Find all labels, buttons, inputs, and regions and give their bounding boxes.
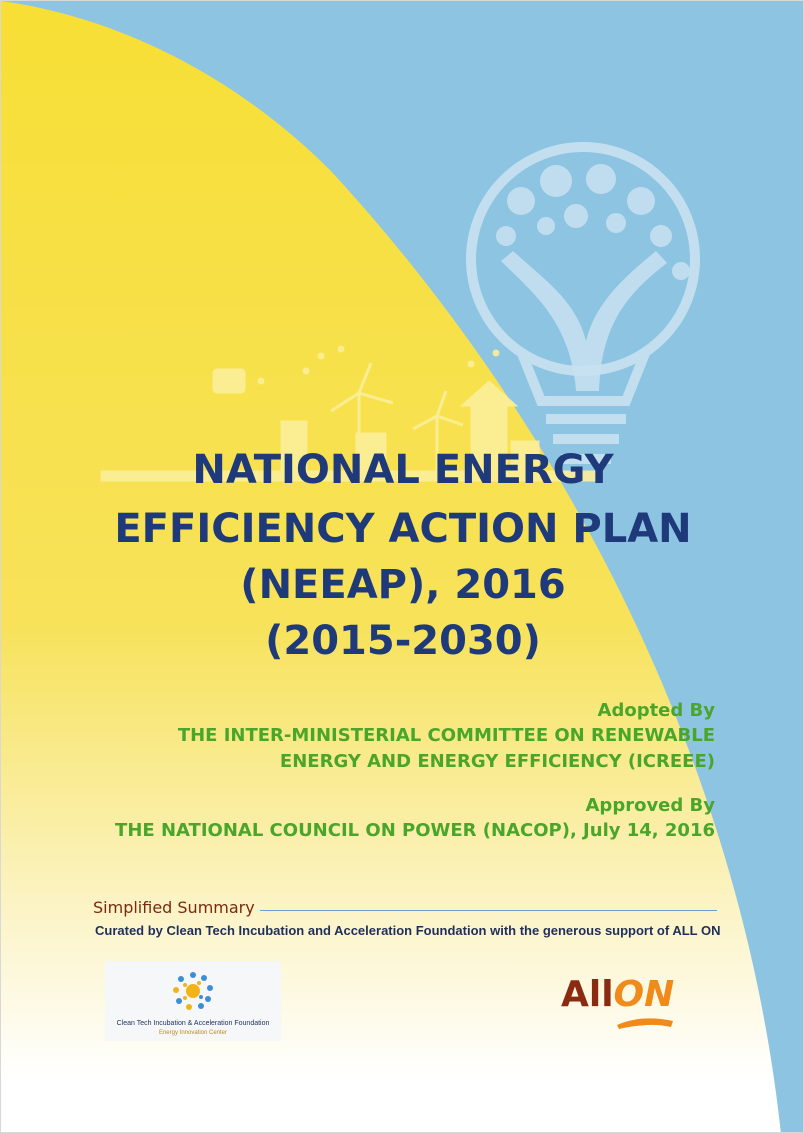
ctiaf-logo [105,961,281,1041]
adopted-heading: Adopted By [597,700,715,721]
ctiaf-logo-subtitle: Energy Innovation Center [158,1030,228,1036]
title-line-4: (2015-2030) [265,618,541,664]
allon-logo-all: All [561,974,614,1015]
approved-heading: Approved By [585,795,715,816]
ctiaf-logo-name: Clean Tech Incubation & Acceleration Foundation [116,1020,270,1027]
adopted-line-1: THE INTER-MINISTERIAL COMMITTEE ON RENEWABLE [177,725,715,746]
adopted-line-2: ENERGY AND ENERGY EFFICIENCY (ICREEE) [279,751,715,772]
title-line-2: EFFICIENCY ACTION PLAN [114,506,692,552]
title-line-3: (NEEAP), 2016 [240,562,566,608]
approved-line-1: THE NATIONAL COUNCIL ON POWER (NACOP), July 14, 2016 [115,820,715,841]
curated-credit: Curated by Clean Tech Incubation and Acceleration Foundation with the generous support of ALL ON [95,923,721,938]
summary-label: Simplified Summary [93,898,255,917]
allon-logo-on: ON [613,974,675,1015]
title-line-1: NATIONAL ENERGY [192,447,614,493]
summary-divider [260,910,717,911]
allon-swoosh-icon [615,1013,675,1031]
